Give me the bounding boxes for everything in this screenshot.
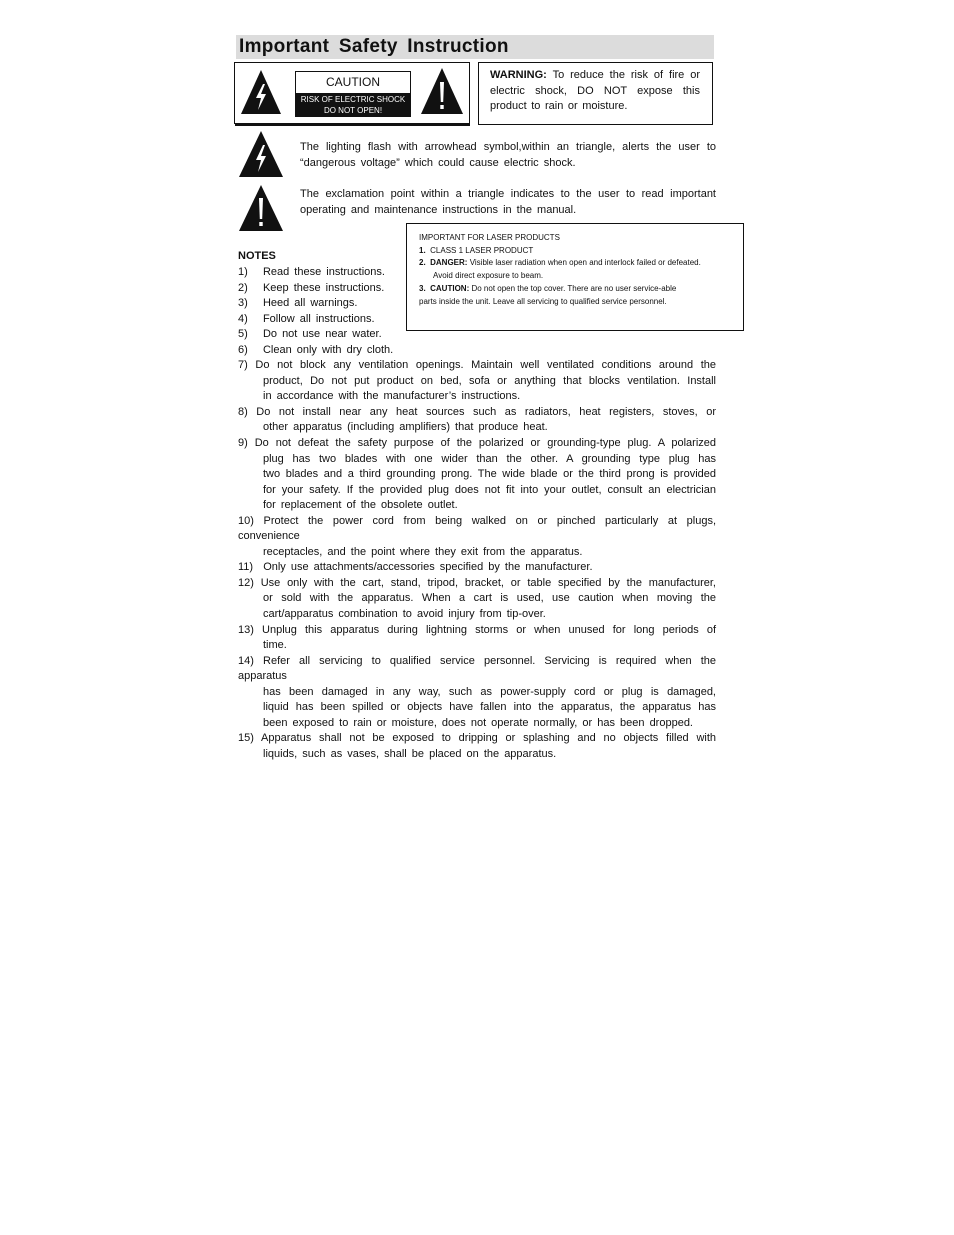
note-line-continued: been exposed to rain or moisture, does not operate normally, or has been dropped. bbox=[263, 716, 693, 729]
note-item bbox=[238, 623, 716, 654]
laser-item-2-cont: Avoid direct exposure to beam. bbox=[433, 271, 544, 281]
note-line-continued: time. bbox=[263, 639, 287, 652]
warning-text: To reduce the risk of fire or electric shock, DO NOT expose this product to rain or moisture. bbox=[490, 69, 700, 112]
note-line: 3) Heed all warnings. bbox=[238, 297, 358, 310]
note-line: 15) Apparatus shall not be exposed to dripping or splashing and no objects filled with bbox=[238, 732, 716, 745]
page-title: Important Safety Instruction bbox=[239, 36, 509, 57]
note-item bbox=[238, 265, 716, 281]
note-item bbox=[238, 436, 716, 514]
exclamation-triangle-icon bbox=[419, 66, 465, 116]
note-item bbox=[238, 731, 716, 762]
note-item bbox=[238, 560, 716, 576]
note-line-continued: for your safety. If the provided plug does not fit into your outlet, consult an electrician bbox=[263, 483, 716, 496]
laser-item-1: 1. CLASS 1 LASER PRODUCT bbox=[419, 245, 534, 255]
note-line: 11) Only use attachments/accessories specified by the manufacturer. bbox=[238, 561, 593, 574]
note-item bbox=[238, 576, 716, 623]
note-item bbox=[238, 296, 716, 312]
caution-word: CAUTION bbox=[326, 75, 380, 89]
note-line-continued: receptacles, and the point where they exit from the apparatus. bbox=[263, 545, 583, 558]
note-line-continued: liquid has been spilled or objects have fallen into the apparatus, the apparatus has bbox=[263, 701, 716, 714]
note-line: 1) Read these instructions. bbox=[238, 266, 385, 278]
note-line-continued: in accordance with the manufacturer’s instructions. bbox=[263, 390, 521, 403]
lightning-triangle-icon bbox=[239, 68, 283, 116]
note-item bbox=[238, 654, 716, 732]
warning-box bbox=[478, 62, 713, 125]
note-line-continued: cart/apparatus combination to avoid injury from tip-over. bbox=[263, 608, 546, 621]
note-line: 14) Refer all servicing to qualified service personnel. Servicing is required when the apparatus bbox=[238, 654, 716, 683]
note-line: 4) Follow all instructions. bbox=[238, 312, 375, 325]
laser-item-3: 3. CAUTION: Do not open the top cover. There are no user service-able bbox=[419, 283, 677, 293]
laser-heading: IMPORTANT FOR LASER PRODUCTS bbox=[419, 233, 560, 242]
caution-sub-line-1: RISK OF ELECTRIC SHOCK bbox=[300, 95, 406, 104]
note-item bbox=[238, 514, 716, 561]
note-line: 6) Clean only with dry cloth. bbox=[238, 343, 394, 356]
laser-item-2: 2. DANGER: Visible laser radiation when open and interlock failed or defeated. bbox=[419, 258, 701, 268]
exclamation-symbol-description: The exclamation point within a triangle indicates to the user to read important operating and maintenance instructions in the manual. bbox=[300, 188, 716, 216]
note-item bbox=[238, 405, 716, 436]
caution-panel bbox=[234, 62, 470, 124]
note-line-continued: liquids, such as vases, shall be placed on the apparatus. bbox=[263, 747, 557, 760]
exclamation-triangle-icon bbox=[238, 184, 284, 232]
note-line-continued: has been damaged in any way, such as power-supply cord or plug is damaged, bbox=[263, 685, 716, 698]
notes-list bbox=[238, 265, 716, 763]
note-line: 13) Unplug this apparatus during lightning storms or when unused for long periods of bbox=[238, 623, 716, 636]
note-line: 2) Keep these instructions. bbox=[238, 281, 385, 294]
note-item bbox=[238, 327, 716, 343]
note-item bbox=[238, 343, 716, 359]
notes-heading: NOTES bbox=[238, 250, 276, 262]
note-item bbox=[238, 312, 716, 328]
note-line: 12) Use only with the cart, stand, tripod, bracket, or table specified by the manufacturer, bbox=[238, 576, 716, 589]
note-item bbox=[238, 281, 716, 297]
caution-label bbox=[295, 71, 411, 117]
caution-subtext bbox=[296, 93, 410, 116]
note-line: 9) Do not defeat the safety purpose of the polarized or grounding-type plug. A polarized bbox=[238, 437, 716, 450]
title-bar bbox=[236, 35, 714, 59]
lightning-symbol-description: The lighting flash with arrowhead symbol,within an triangle, alerts the user to “dangerous voltage” which could cause electric shock. bbox=[300, 141, 716, 169]
note-line: 8) Do not install near any heat sources such as radiators, heat registers, stoves, or bbox=[238, 405, 716, 418]
laser-item-3-cont: parts inside the unit. Leave all servicing to qualified service personnel. bbox=[419, 296, 667, 306]
note-line-continued: plug has two blades with one wider than the other. A grounding type plug has bbox=[263, 452, 716, 465]
note-line: 5) Do not use near water. bbox=[238, 328, 382, 341]
note-line-continued: or sold with the apparatus. When a cart is used, use caution when moving the bbox=[263, 592, 716, 605]
caution-sub-line-2: DO NOT OPEN! bbox=[323, 106, 383, 115]
note-line: 10) Protect the power cord from being walked on or pinched particularly at plugs, convenience bbox=[238, 514, 716, 543]
warning-label: WARNING: bbox=[490, 69, 547, 81]
note-line-continued: other apparatus (including amplifiers) that produce heat. bbox=[263, 421, 548, 434]
note-line-continued: product, Do not put product on bed, sofa or anything that blocks ventilation. Install bbox=[263, 374, 716, 387]
note-item bbox=[238, 358, 716, 405]
lightning-triangle-icon bbox=[238, 130, 284, 178]
note-line-continued: two blades and a third grounding prong. The wide blade or the third prong is provided bbox=[263, 468, 716, 481]
note-line: 7) Do not block any ventilation openings. Maintain well ventilated conditions around the bbox=[238, 359, 716, 372]
note-line-continued: for replacement of the obsolete outlet. bbox=[263, 499, 458, 512]
